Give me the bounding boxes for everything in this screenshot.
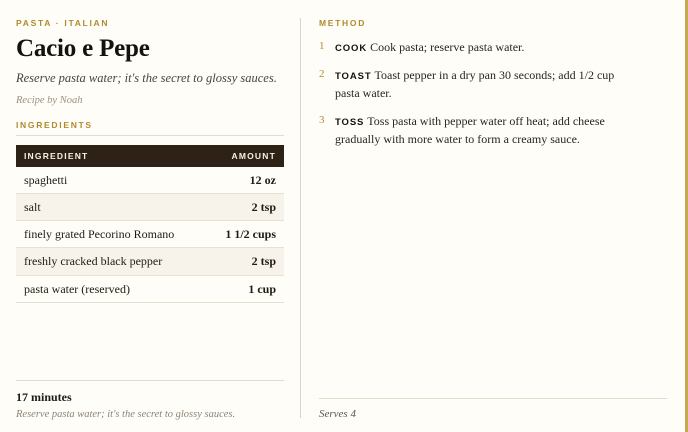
step-description: Toss pasta with pepper water off heat; add cheese gradually with more water to form a creamy sauce. [335, 114, 605, 146]
list-item [319, 67, 667, 102]
total-time: 17 minutes [16, 390, 72, 404]
ingredient-name: finely grated Pecorino Romano [16, 221, 207, 248]
step-description: Toast pepper in a dry pan 30 seconds; add 1/2 cup pasta water. [335, 68, 615, 100]
recipe-subtitle: Reserve pasta water; it's the secret to glossy sauces. [16, 71, 277, 85]
step-number: 1 [319, 40, 325, 52]
recipe-note: Reserve pasta water; it's the secret to glossy sauces. [16, 409, 236, 420]
ingredients-section-label: INGREDIENTS [16, 120, 284, 136]
ingredient-amount: 2 tsp [207, 194, 284, 221]
method-section-label: METHOD [319, 18, 367, 28]
step-text [335, 39, 524, 56]
step-verb: TOAST [335, 71, 372, 83]
step-text [335, 113, 635, 148]
table-row [16, 167, 284, 194]
ingredient-name: salt [16, 194, 207, 221]
ingredients-table-head [16, 145, 284, 167]
list-item [319, 113, 667, 148]
ingredient-amount: 12 oz [207, 167, 284, 194]
ingredient-amount: 1 cup [207, 275, 284, 302]
recipe-right-column [301, 0, 685, 432]
method-steps-list [319, 39, 667, 159]
step-description: Cook pasta; reserve pasta water. [370, 40, 525, 54]
recipe-right-footer [319, 398, 667, 420]
step-number: 3 [319, 114, 325, 127]
recipe-category-eyebrow: PASTA · ITALIAN [16, 18, 110, 28]
ingredient-name: freshly cracked black pepper [16, 248, 207, 275]
ingredients-table-body [16, 167, 284, 302]
recipe-left-footer [16, 380, 284, 420]
ingredient-amount: 2 tsp [207, 248, 284, 275]
ingredient-name: pasta water (reserved) [16, 275, 207, 302]
step-verb: COOK [335, 43, 368, 54]
ingredients-table [16, 145, 284, 303]
ingredient-amount: 1 1/2 cups [207, 221, 284, 248]
page-title: Cacio e Pepe [16, 35, 150, 62]
list-item [319, 39, 667, 56]
step-text [335, 67, 635, 102]
step-verb: TOSS [335, 117, 365, 129]
table-row [16, 194, 284, 221]
table-row [16, 221, 284, 248]
recipe-left-column [0, 0, 300, 432]
table-row [16, 275, 284, 302]
table-header-row [16, 145, 284, 167]
step-number: 2 [319, 68, 325, 81]
column-header-ingredient: INGREDIENT [16, 145, 207, 167]
serves-text: Serves 4 [319, 408, 356, 420]
recipe-byline: Recipe by Noah [16, 94, 83, 106]
column-header-amount: AMOUNT [207, 145, 284, 167]
table-row [16, 248, 284, 275]
ingredient-name: spaghetti [16, 167, 207, 194]
